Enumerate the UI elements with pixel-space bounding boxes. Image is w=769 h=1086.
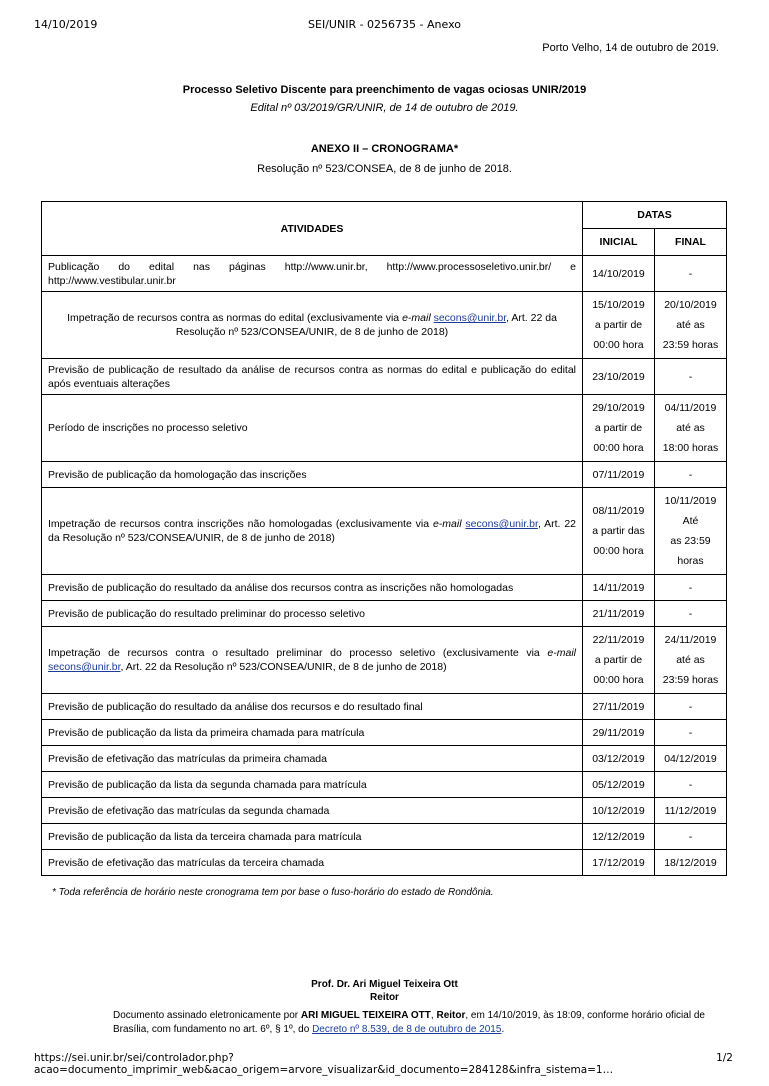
sig-text-sep: , — [430, 1010, 437, 1021]
initial-date: 22/11/2019 — [592, 634, 645, 646]
final-date: 04/11/2019 — [664, 402, 717, 414]
activity-text-post: , Art. 22 da Resolução nº 523/CONSEA/UNIR, de 8 de junho de 2018) — [175, 312, 557, 338]
initial-time: 00:00 hora — [593, 339, 644, 351]
initial-date-cell: 29/11/2019 — [583, 720, 655, 746]
activity-cell: Previsão de publicação da lista da primeira chamada para matrícula — [42, 720, 583, 746]
final-time: 23:59 horas — [662, 339, 719, 351]
initial-date-cell — [583, 292, 655, 359]
initial-date-cell: 03/12/2019 — [583, 746, 655, 772]
initial-time: 00:00 hora — [593, 674, 644, 686]
activity-email-word: e-mail — [432, 518, 462, 530]
activity-cell: Publicação do edital nas páginas http://www.unir.br, http://www.processoseletivo.unir.br/ e http://www.vestibular.unir.br — [42, 256, 583, 292]
activities-header: ATIVIDADES — [42, 202, 583, 256]
document-title: Processo Seletivo Discente para preenchimento de vagas ociosas UNIR/2019 — [182, 84, 587, 96]
table-row — [42, 488, 727, 575]
email-link[interactable]: secons@unir.br — [48, 661, 121, 673]
activity-cell: Previsão de efetivação das matrículas da segunda chamada — [42, 798, 583, 824]
annex-title: ANEXO II – CRONOGRAMA* — [310, 143, 459, 155]
activity-email-word: e-mail — [547, 647, 576, 659]
final-time-note: até as — [676, 319, 705, 331]
table-row — [42, 575, 727, 601]
activity-cell: Previsão de publicação do resultado da análise dos recursos e do resultado final — [42, 694, 583, 720]
initial-date-cell: 12/12/2019 — [583, 824, 655, 850]
table-row — [42, 395, 727, 462]
initial-date-cell: 21/11/2019 — [583, 601, 655, 627]
table-row — [42, 627, 727, 694]
initial-time-note: a partir de — [594, 422, 643, 434]
email-link[interactable]: secons@unir.br — [465, 518, 538, 530]
activity-cell — [42, 488, 583, 575]
sig-text-pre: Documento assinado eletronicamente por — [113, 1010, 301, 1021]
table-row — [42, 256, 727, 292]
edital-line: Edital nº 03/2019/GR/UNIR, de 14 de outubro de 2019. — [250, 102, 519, 114]
final-date-cell: 11/12/2019 — [655, 798, 727, 824]
activity-cell: Previsão de publicação do resultado da análise dos recursos contra as inscrições não homologadas — [42, 575, 583, 601]
table-row — [42, 462, 727, 488]
activity-text-post: , Art. 22 da Resolução nº 523/CONSEA/UNIR, de 8 de junho de 2018) — [48, 518, 577, 544]
initial-time-note: a partir de — [594, 319, 643, 331]
initial-date-cell — [583, 488, 655, 575]
table-row — [42, 292, 727, 359]
initial-date-cell: 17/12/2019 — [583, 850, 655, 876]
final-date-cell — [655, 292, 727, 359]
table-header-row — [42, 202, 727, 229]
sig-text-end: . — [501, 1024, 505, 1035]
final-date: 10/11/2019 — [664, 495, 717, 507]
initial-date: 08/11/2019 — [592, 505, 645, 517]
final-date-cell: 04/12/2019 — [655, 746, 727, 772]
page-url: https://sei.unir.br/sei/controlador.php?acao=documento_imprimir_web&acao_origem=arvore_visualizar&id_documento=284128&infra_sistema=1… — [34, 1052, 614, 1076]
final-date-cell: - — [655, 824, 727, 850]
final-date-cell: - — [655, 575, 727, 601]
final-date-cell: - — [655, 601, 727, 627]
table-row — [42, 746, 727, 772]
place-date: Porto Velho, 14 de outubro de 2019. — [542, 42, 719, 54]
final-time: 18:00 horas — [662, 442, 719, 454]
initial-header: INICIAL — [583, 229, 655, 256]
sig-signer: ARI MIGUEL TEIXEIRA OTT — [300, 1010, 431, 1021]
final-time-note: até as — [676, 422, 705, 434]
table-row — [42, 824, 727, 850]
activity-cell: Previsão de publicação da homologação das inscrições — [42, 462, 583, 488]
initial-date-cell: 23/10/2019 — [583, 359, 655, 395]
activity-text-post: , Art. 22 da Resolução nº 523/CONSEA/UNIR, de 8 de junho de 2018) — [120, 661, 447, 673]
initial-time-note: a partir das — [592, 525, 645, 537]
table-row — [42, 850, 727, 876]
initial-date-cell — [583, 395, 655, 462]
table-row — [42, 720, 727, 746]
final-date-cell — [655, 395, 727, 462]
sig-text-mid: , em 14/10/2019, às 18:09, conforme horário oficial de Brasília, com fundamento no art. 6º, § 1º, do — [113, 1010, 705, 1035]
page-number: 1/2 — [716, 1052, 733, 1064]
dates-header: DATAS — [583, 202, 727, 229]
table-row — [42, 601, 727, 627]
activity-cell: Previsão de publicação da lista da terceira chamada para matrícula — [42, 824, 583, 850]
activity-cell — [42, 292, 583, 359]
signer-role: Reitor — [370, 992, 399, 1003]
print-date: 14/10/2019 — [34, 18, 98, 31]
initial-time: 00:00 hora — [593, 545, 644, 557]
final-date-cell: 18/12/2019 — [655, 850, 727, 876]
final-date-cell: - — [655, 462, 727, 488]
activity-cell — [42, 627, 583, 694]
final-time: 23:59 horas — [662, 674, 719, 686]
activity-cell: Previsão de efetivação das matrículas da terceira chamada — [42, 850, 583, 876]
schedule-table — [41, 201, 727, 876]
final-date-cell: - — [655, 694, 727, 720]
table-row — [42, 772, 727, 798]
activity-cell: Período de inscrições no processo seletivo — [42, 395, 583, 462]
initial-date-cell: 27/11/2019 — [583, 694, 655, 720]
signer-name: Prof. Dr. Ari Miguel Teixeira Ott — [311, 979, 458, 990]
initial-date-cell: 14/11/2019 — [583, 575, 655, 601]
resolution-line: Resolução nº 523/CONSEA, de 8 de junho de 2018. — [257, 163, 512, 175]
activity-cell: Previsão de publicação de resultado da análise de recursos contra as normas do edital e publicação do edital após eventuais alterações — [42, 359, 583, 395]
table-row — [42, 694, 727, 720]
final-date-cell — [655, 488, 727, 575]
final-date-cell: - — [655, 720, 727, 746]
initial-date-cell: 10/12/2019 — [583, 798, 655, 824]
initial-date-cell: 07/11/2019 — [583, 462, 655, 488]
final-time-note: até as — [676, 654, 705, 666]
initial-date: 29/10/2019 — [592, 402, 645, 414]
activity-cell: Previsão de publicação da lista da segunda chamada para matrícula — [42, 772, 583, 798]
final-date-cell: - — [655, 256, 727, 292]
final-date-cell — [655, 627, 727, 694]
email-link[interactable]: secons@unir.br — [433, 312, 507, 324]
final-time-note: Até — [682, 515, 699, 527]
activity-text: Impetração de recursos contra inscrições não homologadas (exclusivamente via — [48, 518, 433, 530]
final-date-cell: - — [655, 359, 727, 395]
initial-date-cell: 14/10/2019 — [583, 256, 655, 292]
final-time: as 23:59 horas — [670, 535, 711, 567]
decree-link[interactable]: Decreto nº 8.539, de 8 de outubro de 2015 — [312, 1024, 502, 1035]
table-row — [42, 798, 727, 824]
activity-cell: Previsão de publicação do resultado preliminar do processo seletivo — [42, 601, 583, 627]
activity-cell: Previsão de efetivação das matrículas da primeira chamada — [42, 746, 583, 772]
activity-text: Impetração de recursos contra o resultado preliminar do processo seletivo (exclusivamente via — [48, 647, 548, 659]
sig-signer-role: Reitor — [436, 1010, 466, 1021]
print-title: SEI/UNIR - 0256735 - Anexo — [308, 18, 461, 31]
initial-date-cell — [583, 627, 655, 694]
final-date: 20/10/2019 — [664, 299, 717, 311]
electronic-signature-note — [113, 1009, 733, 1037]
initial-date: 15/10/2019 — [592, 299, 645, 311]
initial-time: 00:00 hora — [593, 442, 644, 454]
table-row — [42, 359, 727, 395]
initial-date-cell: 05/12/2019 — [583, 772, 655, 798]
final-header: FINAL — [655, 229, 727, 256]
initial-time-note: a partir de — [594, 654, 643, 666]
final-date-cell: - — [655, 772, 727, 798]
activity-text: Impetração de recursos contra as normas do edital (exclusivamente via — [67, 312, 403, 324]
activity-email-word: e-mail — [402, 312, 431, 324]
final-date: 24/11/2019 — [664, 634, 717, 646]
footnote: * Toda referência de horário neste cronograma tem por base o fuso-horário do estado de Rondônia. — [52, 887, 494, 898]
